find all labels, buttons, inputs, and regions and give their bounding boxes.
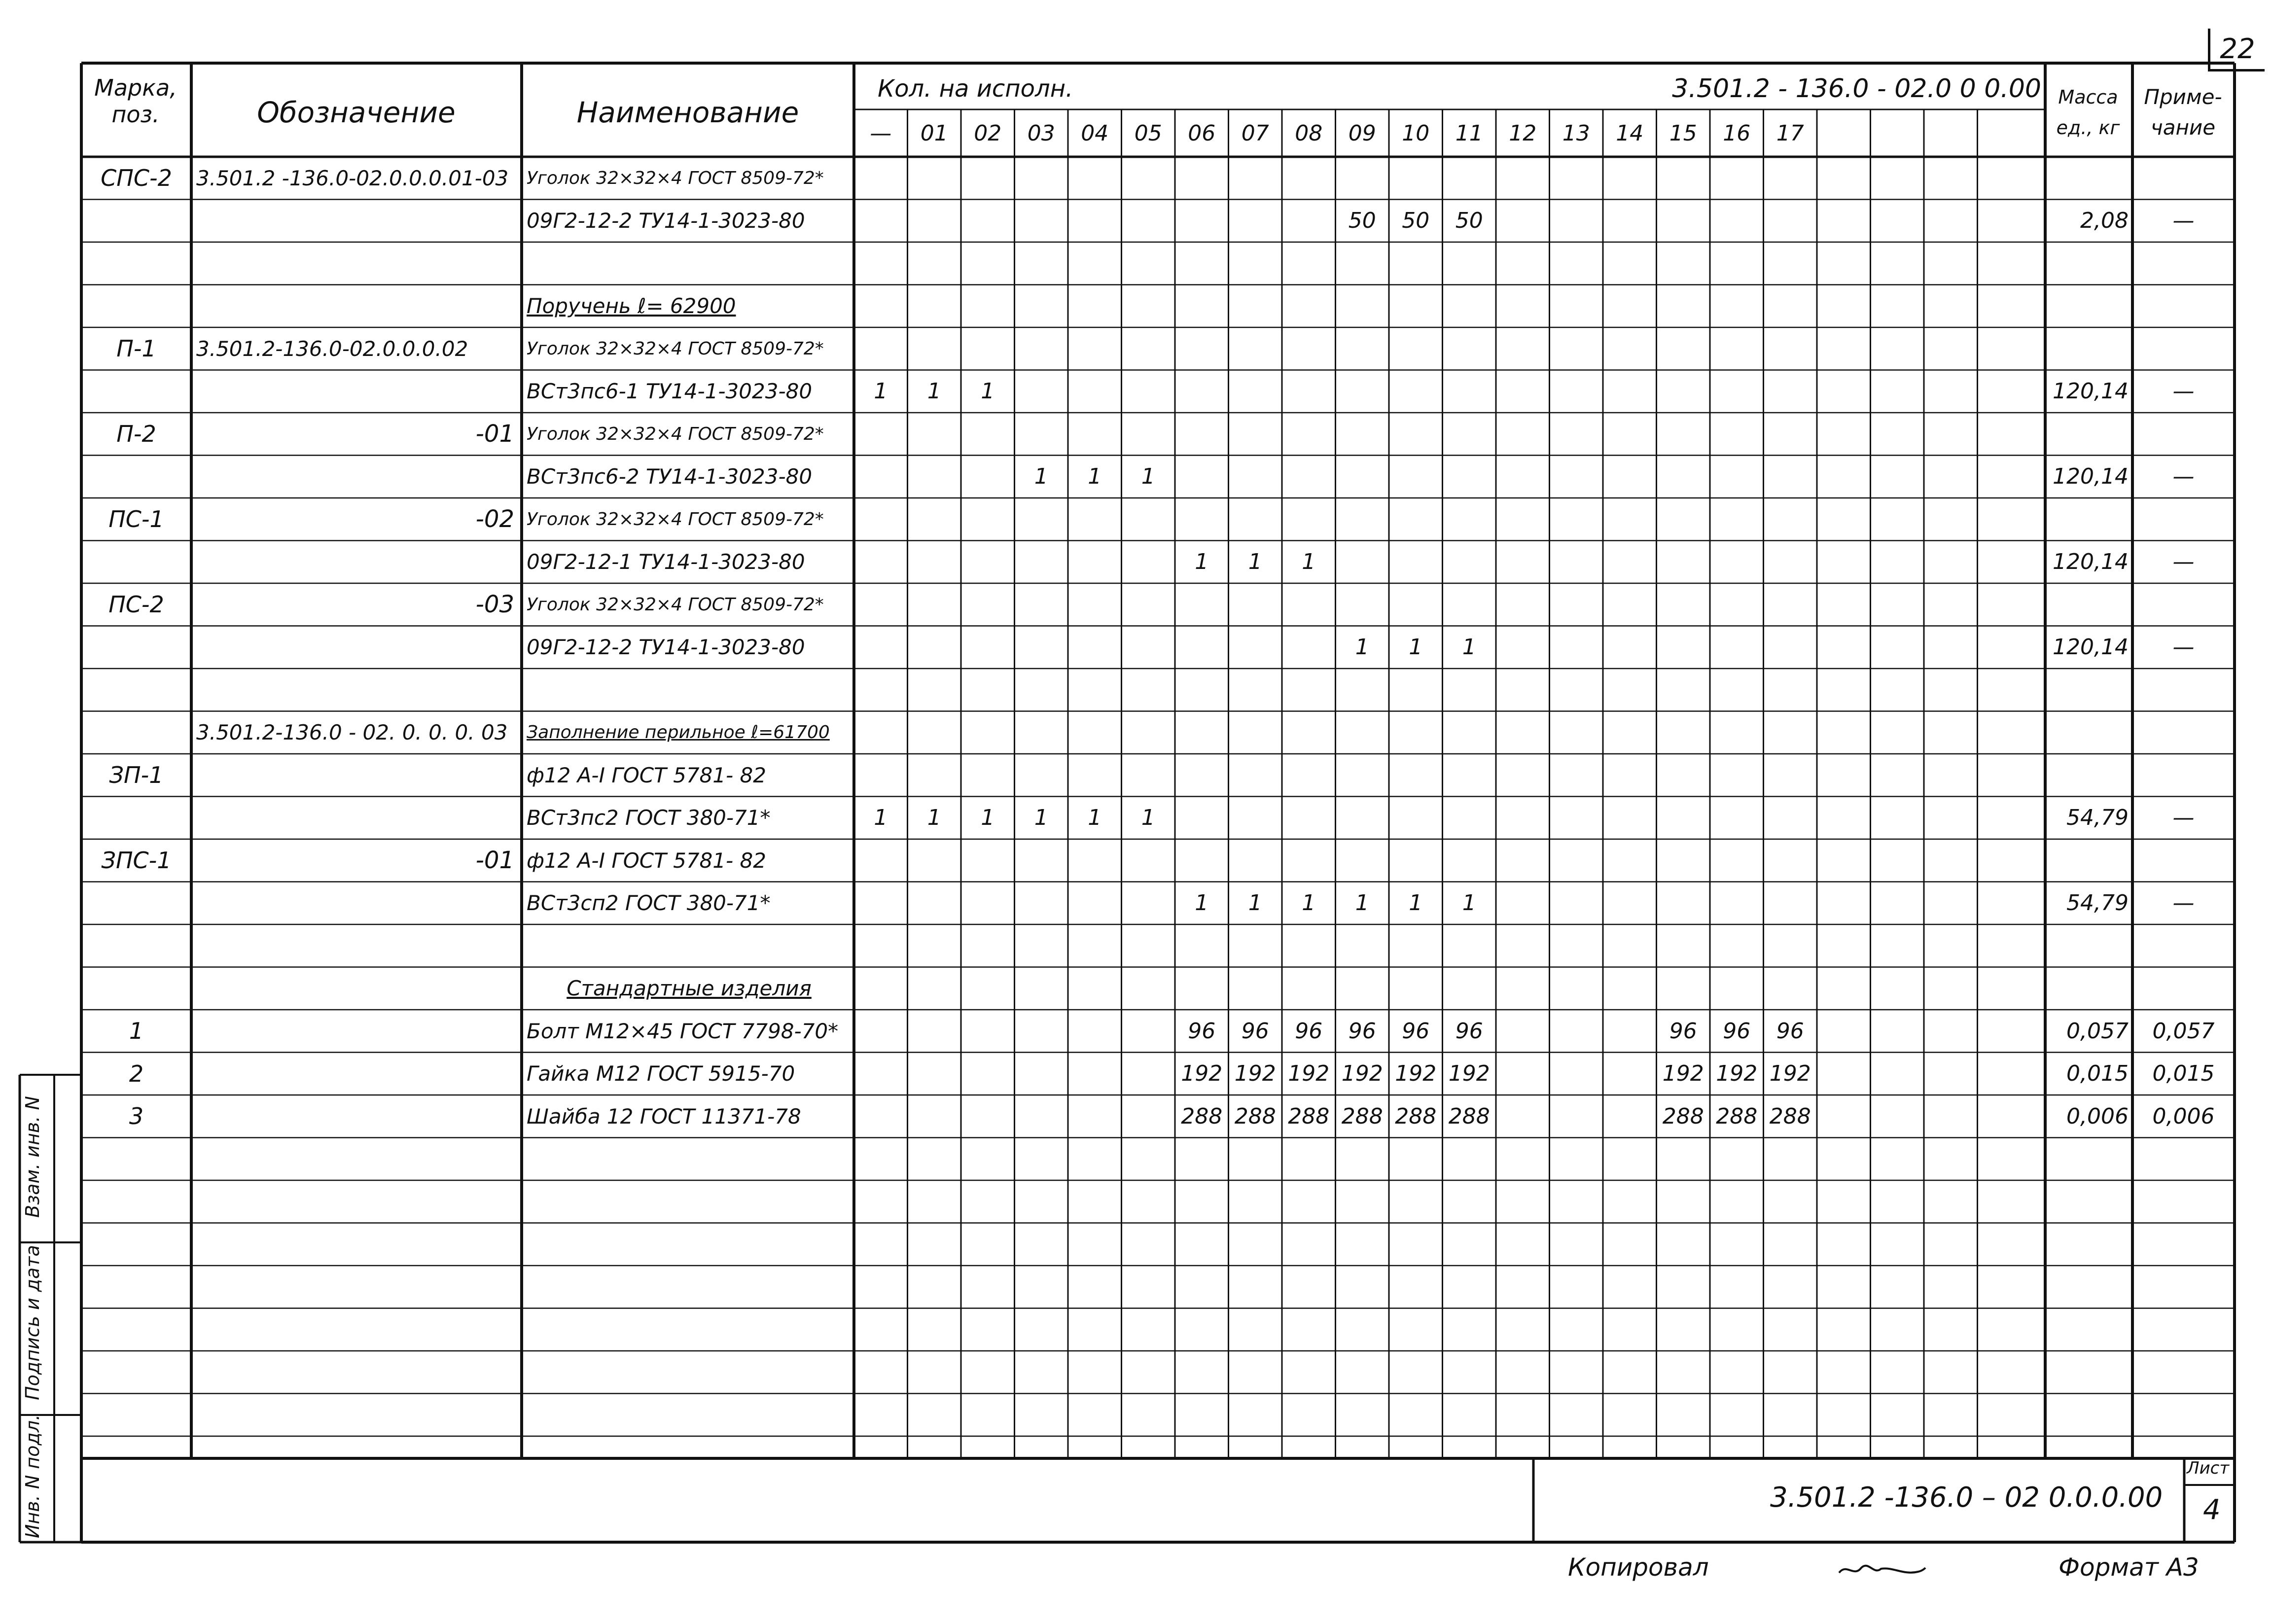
row-qty: 50 — [1402, 208, 1430, 234]
exec-col-header: 15 — [1669, 120, 1697, 146]
format-label: Формат А3 — [2059, 1553, 2199, 1582]
exec-col-header: 03 — [1027, 120, 1055, 146]
exec-col-header: 16 — [1723, 120, 1751, 146]
row-qty: 192 — [1716, 1061, 1758, 1087]
row-qty: 1 — [1355, 635, 1369, 660]
row-note: — — [2172, 890, 2195, 916]
row-qty: 96 — [1669, 1018, 1697, 1044]
exec-col-header — [1978, 109, 2031, 157]
row-mass: 120,14 — [2053, 379, 2129, 404]
row-qty: 288 — [1769, 1103, 1811, 1129]
row-name: Шайба 12 ГОСТ 11371-78 — [527, 1104, 801, 1129]
stamp-list-number: 4 — [2203, 1494, 2221, 1526]
row-qty: 1 — [981, 805, 995, 831]
row-mass: 2,08 — [2080, 208, 2129, 234]
row-qty: 1 — [1462, 890, 1476, 916]
row-note: — — [2172, 379, 2195, 404]
exec-col-header: 09 — [1348, 120, 1376, 146]
row-name: Уголок 32×32×4 ГОСТ 8509-72* — [527, 168, 824, 188]
row-qty: 50 — [1348, 208, 1376, 234]
row-name: Болт М12×45 ГОСТ 7798-70* — [527, 1019, 839, 1043]
exec-col-header: 01 — [920, 120, 948, 146]
exec-col-header: 11 — [1455, 120, 1483, 146]
exec-col-header: 06 — [1188, 120, 1216, 146]
row-name: Уголок 32×32×4 ГОСТ 8509-72* — [527, 509, 824, 530]
row-name: ВСт3сп2 ГОСТ 380-71* — [527, 891, 771, 916]
side-label-inv-no: Инв. N подл. — [22, 1414, 43, 1538]
header-qty-title: Кол. на исполн. — [878, 75, 1073, 103]
row-mark: 3 — [129, 1103, 144, 1130]
row-qty: 192 — [1662, 1061, 1704, 1087]
row-qty: 96 — [1348, 1018, 1376, 1044]
row-qty: 1 — [1302, 890, 1316, 916]
row-qty: 288 — [1234, 1103, 1276, 1129]
row-mark: ЗП-1 — [109, 762, 164, 789]
exec-col-header: 12 — [1509, 120, 1537, 146]
row-mass: 120,14 — [2053, 549, 2129, 575]
exec-col-header: 08 — [1295, 120, 1323, 146]
row-note: — — [2172, 208, 2195, 234]
row-mark: 1 — [129, 1018, 144, 1045]
row-qty: 1 — [1034, 464, 1048, 490]
row-note: — — [2172, 464, 2195, 490]
row-note: 0,006 — [2152, 1103, 2215, 1129]
row-qty: 192 — [1288, 1061, 1330, 1087]
row-designation: 3.501.2 -136.0-02.0.0.0.01-03 — [196, 166, 509, 190]
exec-col-header: 07 — [1241, 120, 1269, 146]
exec-col-header: 02 — [974, 120, 1002, 146]
row-qty: 192 — [1341, 1061, 1383, 1087]
row-qty: 1 — [1088, 805, 1102, 831]
row-qty: 96 — [1402, 1018, 1430, 1044]
header-name: Наименование — [576, 95, 799, 129]
row-qty: 1 — [981, 379, 995, 404]
row-mass: 0,006 — [2066, 1103, 2129, 1129]
sheet-number: 22 — [2208, 29, 2265, 71]
row-note: 0,057 — [2152, 1018, 2215, 1044]
row-designation: -01 — [475, 420, 514, 448]
row-mass: 0,015 — [2066, 1061, 2129, 1087]
exec-col-header: 05 — [1134, 120, 1162, 146]
row-qty: 1 — [1355, 890, 1369, 916]
exec-col-header — [1924, 109, 1978, 157]
side-label-signature-date: Подпись и дата — [22, 1245, 43, 1400]
row-name: ф12 А-I ГОСТ 5781- 82 — [527, 763, 766, 787]
row-name: Заполнение перильное ℓ=61700 — [527, 722, 830, 743]
row-qty: 192 — [1181, 1061, 1223, 1087]
exec-col-header: 14 — [1616, 120, 1644, 146]
header-mass: Масса ед., кг — [2056, 86, 2120, 139]
row-designation: 3.501.2-136.0-02.0.0.0.02 — [196, 336, 468, 361]
row-note: — — [2172, 635, 2195, 660]
row-mark: П-1 — [116, 335, 156, 362]
row-note: — — [2172, 805, 2195, 831]
row-qty: 96 — [1776, 1018, 1804, 1044]
exec-col-header: 04 — [1081, 120, 1109, 146]
row-note: — — [2172, 549, 2195, 575]
row-mark: СПС-2 — [101, 165, 172, 192]
row-name: Уголок 32×32×4 ГОСТ 8509-72* — [527, 594, 824, 615]
row-qty: 96 — [1241, 1018, 1269, 1044]
row-mark: 2 — [129, 1060, 144, 1087]
row-name: Уголок 32×32×4 ГОСТ 8509-72* — [527, 338, 824, 359]
row-qty: 1 — [1141, 805, 1155, 831]
exec-col-header: 10 — [1402, 120, 1430, 146]
row-qty: 1 — [927, 379, 941, 404]
row-qty: 1 — [1195, 549, 1209, 575]
copied-by-label: Копировал — [1568, 1553, 1709, 1582]
row-designation: -03 — [475, 591, 514, 619]
row-qty: 1 — [1088, 464, 1102, 490]
row-name: Гайка М12 ГОСТ 5915-70 — [527, 1061, 795, 1086]
row-qty: 1 — [874, 379, 888, 404]
row-qty: 192 — [1448, 1061, 1490, 1087]
signature-mark — [1839, 1566, 1925, 1573]
row-qty: 288 — [1288, 1103, 1330, 1129]
row-qty: 1 — [1462, 635, 1476, 660]
stamp-list-label: Лист — [2187, 1458, 2230, 1478]
row-name: ВСт3пс6-1 ТУ14-1-3023-80 — [527, 379, 813, 404]
row-qty: 192 — [1395, 1061, 1437, 1087]
row-qty: 192 — [1234, 1061, 1276, 1087]
row-qty: 1 — [1409, 890, 1423, 916]
row-qty: 96 — [1295, 1018, 1323, 1044]
row-designation: -02 — [475, 505, 514, 533]
header-document-code: 3.501.2 - 136.0 - 02.0 0 0.00 — [1672, 74, 2041, 104]
row-qty: 96 — [1723, 1018, 1751, 1044]
row-qty: 1 — [1195, 890, 1209, 916]
header-mark: Марка, поз. — [94, 74, 177, 128]
row-name: 09Г2-12-2 ТУ14-1-3023-80 — [527, 635, 805, 660]
row-mass: 120,14 — [2053, 464, 2129, 490]
row-qty: 1 — [1141, 464, 1155, 490]
row-qty: 288 — [1662, 1103, 1704, 1129]
row-qty: 1 — [1302, 549, 1316, 575]
header-designation: Обозначение — [257, 95, 456, 129]
row-qty: 288 — [1341, 1103, 1383, 1129]
row-qty: 288 — [1716, 1103, 1758, 1129]
row-qty: 1 — [1409, 635, 1423, 660]
row-qty: 50 — [1455, 208, 1483, 234]
row-qty: 1 — [874, 805, 888, 831]
row-qty: 1 — [1034, 805, 1048, 831]
row-name: 09Г2-12-2 ТУ14-1-3023-80 — [527, 209, 805, 233]
row-name: ВСт3пс2 ГОСТ 380-71* — [527, 806, 771, 830]
exec-col-header: 17 — [1776, 120, 1804, 146]
row-qty: 1 — [1248, 890, 1262, 916]
row-name: Уголок 32×32×4 ГОСТ 8509-72* — [527, 424, 824, 444]
row-qty: 96 — [1455, 1018, 1483, 1044]
row-qty: 1 — [927, 805, 941, 831]
row-mark: ЗПС-1 — [101, 847, 172, 874]
row-name: Стандартные изделия — [567, 976, 812, 1001]
row-designation: 3.501.2-136.0 - 02. 0. 0. 0. 03 — [196, 720, 508, 745]
row-mark: ПС-2 — [108, 591, 164, 618]
exec-col-header — [1817, 109, 1871, 157]
row-mass: 0,057 — [2066, 1018, 2129, 1044]
row-name: ВСт3пс6-2 ТУ14-1-3023-80 — [527, 464, 813, 489]
exec-col-header — [1871, 109, 1924, 157]
row-qty: 192 — [1769, 1061, 1811, 1087]
row-name: 09Г2-12-1 ТУ14-1-3023-80 — [527, 550, 805, 574]
stamp-document-code: 3.501.2 -136.0 – 02 0.0.0.00 — [1770, 1482, 2163, 1514]
row-mass: 54,79 — [2066, 805, 2129, 831]
row-name: ф12 А-I ГОСТ 5781- 82 — [527, 848, 766, 873]
row-qty: 288 — [1448, 1103, 1490, 1129]
row-mass: 120,14 — [2053, 635, 2129, 660]
side-label-replaced-inv: Взам. инв. N — [22, 1096, 43, 1218]
row-note: 0,015 — [2152, 1061, 2215, 1087]
row-name: Поручень ℓ= 62900 — [527, 294, 736, 318]
row-mark: П-2 — [116, 421, 156, 448]
row-qty: 288 — [1181, 1103, 1223, 1129]
header-note: Приме- чание — [2144, 84, 2222, 140]
row-qty: 1 — [1248, 549, 1262, 575]
exec-col-header: — — [870, 120, 892, 146]
row-qty: 288 — [1395, 1103, 1437, 1129]
row-mass: 54,79 — [2066, 890, 2129, 916]
row-designation: -01 — [475, 847, 514, 875]
row-mark: ПС-1 — [108, 506, 164, 533]
row-qty: 96 — [1188, 1018, 1216, 1044]
exec-col-header: 13 — [1562, 120, 1590, 146]
